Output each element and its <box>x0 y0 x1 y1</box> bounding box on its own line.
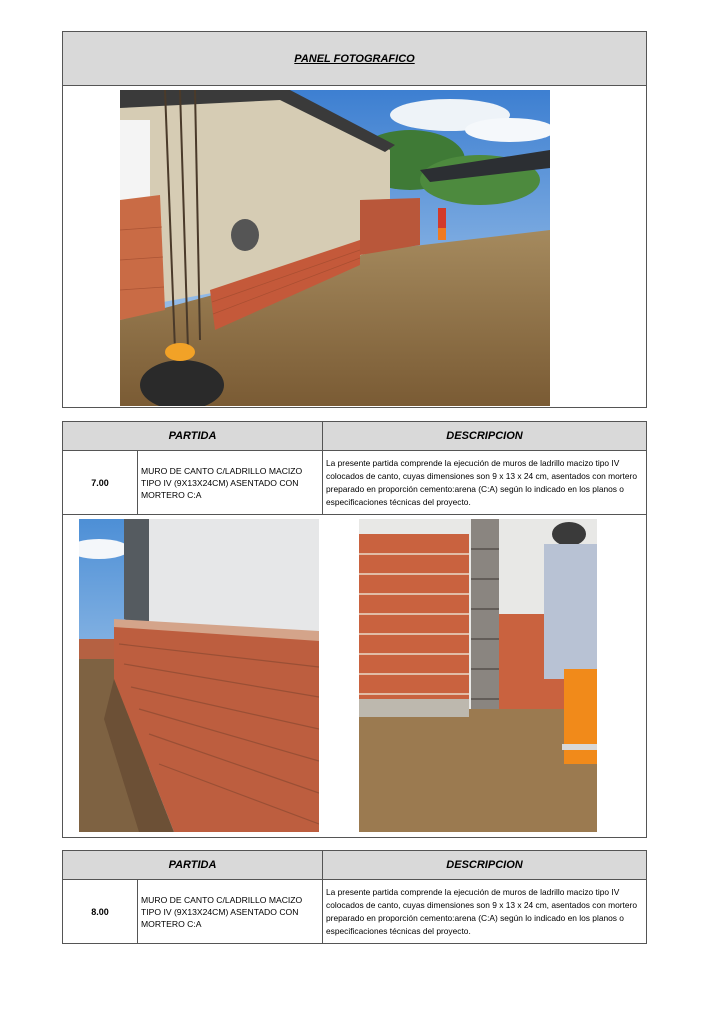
partida-name: MURO DE CANTO C/LADRILLO MACIZO TIPO IV (9X13X24CM) ASENTADO CON MORTERO C:A <box>138 880 323 944</box>
partida-header: PARTIDA <box>63 422 323 451</box>
partida-description: La presente partida comprende la ejecución de muros de ladrillo macizo tipo IV colocados de canto, cuyas dimensiones son 9 x 13 x 24 cm, asentados con mortero preparado en proporción cemento:arena (C:A) según lo indicado en los planos o especificaciones técnicas del proyecto. <box>323 451 647 515</box>
partida-table-2 <box>62 850 647 944</box>
partida-code: 8.00 <box>63 880 138 944</box>
partida-table-1 <box>62 421 647 515</box>
descripcion-header: DESCRIPCION <box>323 851 647 880</box>
partida-name: MURO DE CANTO C/LADRILLO MACIZO TIPO IV (9X13X24CM) ASENTADO CON MORTERO C:A <box>138 451 323 515</box>
photo-construction-site <box>120 90 550 406</box>
panel-title: PANEL FOTOGRAFICO <box>294 52 415 65</box>
photo-worker-column <box>359 519 597 832</box>
partida-code: 7.00 <box>63 451 138 515</box>
panel-header <box>62 31 647 86</box>
photo-brick-wall-side <box>79 519 319 832</box>
descripcion-header: DESCRIPCION <box>323 422 647 451</box>
partida-header: PARTIDA <box>63 851 323 880</box>
partida-description: La presente partida comprende la ejecución de muros de ladrillo macizo tipo IV colocados de canto, cuyas dimensiones son 9 x 13 x 24 cm, asentados con mortero preparado en proporción cemento:arena (C:A) según lo indicado en los planos o especificaciones técnicas del proyecto. <box>323 880 647 944</box>
